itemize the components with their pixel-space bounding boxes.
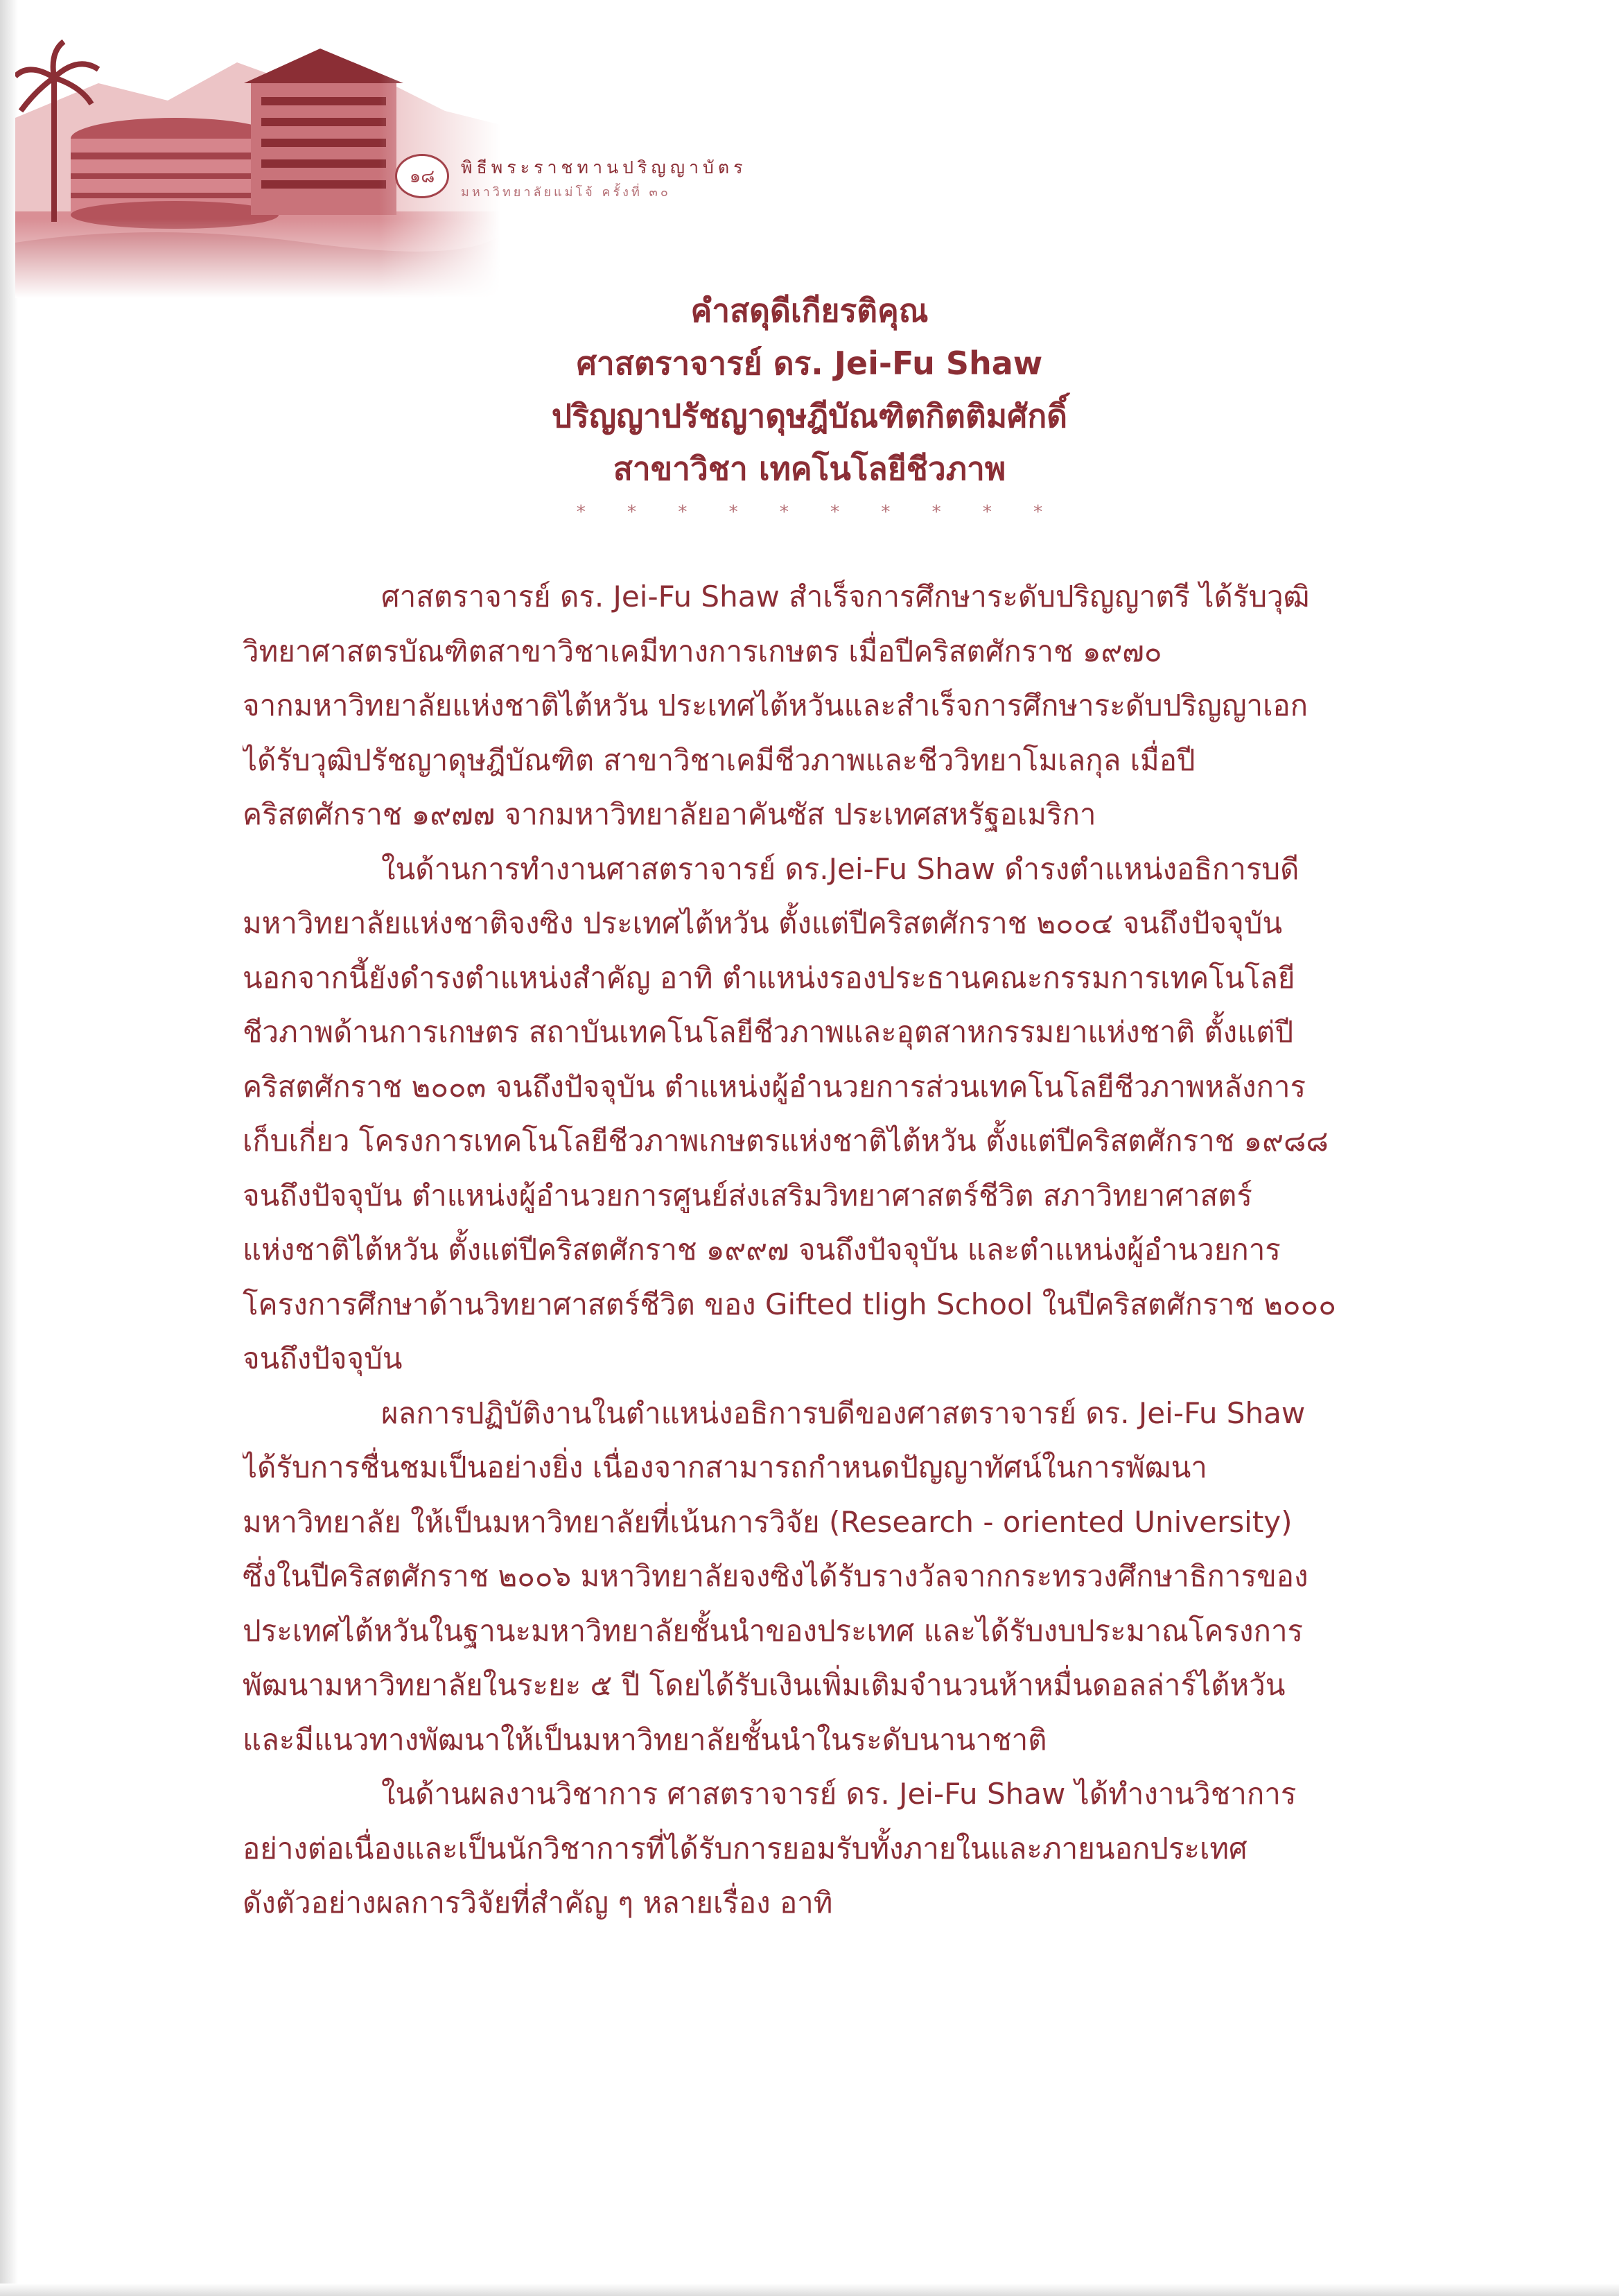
text-line: มหาวิทยาลัย ให้เป็นมหาวิทยาลัยที่เน้นการวิจัย (Research - oriented University) <box>243 1504 1293 1539</box>
degree-title: ปริญญาปรัชญาดุษฎีบัณฑิตกิตติมศักดิ์ <box>551 397 1068 435</box>
title-heading: คำสดุดีเกียรติคุณ <box>690 292 929 329</box>
citation-body <box>243 570 1442 1931</box>
text-line: จนถึงปัจจุบัน <box>243 1341 403 1375</box>
text-line: ได้รับการชื่นชมเป็นอย่างยิ่ง เนื่องจากสามารถกำหนดปัญญาทัศน์ในการพัฒนา <box>243 1450 1207 1484</box>
text-line: นอกจากนี้ยังดำรงตำแหน่งสำคัญ อาทิ ตำแหน่งรองประธานคณะกรรมการเทคโนโลยี <box>243 960 1295 995</box>
text-line: มหาวิทยาลัยแห่งชาติจงซิง ประเทศไต้หวัน ตั้งแต่ปีคริสตศักราช ๒๐๐๔ จนถึงปัจจุบัน <box>243 906 1283 940</box>
text-line: จากมหาวิทยาลัยแห่งชาติไต้หวัน ประเทศไต้หวันและสำเร็จการศึกษาระดับปริญญาเอก <box>243 688 1309 722</box>
text-line: วิทยาศาสตรบัณฑิตสาขาวิชาเคมีทางการเกษตร เมื่อปีคริสตศักราช ๑๙๗๐ <box>243 634 1162 668</box>
field-of-study: สาขาวิชา เทคโนโลยีชีวภาพ <box>613 450 1006 487</box>
text-line: คริสตศักราช ๒๐๐๓ จนถึงปัจจุบัน ตำแหน่งผู้อำนวยการส่วนเทคโนโลยีชีวภาพหลังการ <box>243 1069 1306 1104</box>
text-line: ประเทศไต้หวันในฐานะมหาวิทยาลัยชั้นนำของประเทศ และได้รับงบประมาณโครงการ <box>243 1613 1304 1648</box>
text-line: จนถึงปัจจุบัน ตำแหน่งผู้อำนวยการศูนย์ส่งเสริมวิทยาศาสตร์ชีวิต สภาวิทยาศาสตร์ <box>243 1178 1252 1212</box>
text-line: ซึ่งในปีคริสตศักราช ๒๐๐๖ มหาวิทยาลัยจงซิงได้รับรางวัลจากกระทรวงศึกษาธิการของ <box>243 1559 1309 1593</box>
text-line: โครงการศึกษาด้านวิทยาศาสตร์ชีวิต ของ Gifted tligh School ในปีคริสตศักราช ๒๐๐๐ <box>243 1287 1336 1321</box>
text-line: และมีแนวทางพัฒนาให้เป็นมหาวิทยาลัยชั้นนำในระดับนานาชาติ <box>243 1722 1047 1757</box>
honoree-name: ศาสตราจารย์ ดร. Jei-Fu Shaw <box>576 345 1043 382</box>
text-line: พัฒนามหาวิทยาลัยในระยะ ๕ ปี โดยได้รับเงินเพิ่มเติมจำนวนห้าหมื่นดอลล่าร์ไต้หวัน <box>243 1668 1286 1702</box>
text-line: ได้รับวุฒิปรัชญาดุษฎีบัณฑิต สาขาวิชาเคมีชีวภาพและชีววิทยาโมเลกุล เมื่อปี <box>243 742 1196 777</box>
ceremony-title: พิธีพระราชทานปริญญาบัตร <box>461 157 747 177</box>
paragraph-academic <box>243 1767 1442 1931</box>
ceremony-subtitle: มหาวิทยาลัยแม่โจ้ ครั้งที่ ๓๐ <box>461 185 671 200</box>
paragraph-education <box>243 570 1442 842</box>
text-line: อย่างต่อเนื่องและเป็นนักวิชาการที่ได้รับการยอมรับทั้งภายในและภายนอกประเทศ <box>243 1831 1248 1866</box>
star-separator: * * * * * * * * * * <box>576 502 1061 523</box>
text-line: คริสตศักราช ๑๙๗๗ จากมหาวิทยาลัยอาคันซัส ประเทศสหรัฐอเมริกา <box>243 797 1096 831</box>
document-title-block <box>0 284 1619 523</box>
text-line: ผลการปฏิบัติงานในตำแหน่งอธิการบดีของศาสตราจารย์ ดร. Jei-Fu Shaw <box>381 1395 1306 1430</box>
page-number: ๑๘ <box>409 166 435 187</box>
scan-bottom-edge <box>0 2284 1619 2296</box>
text-line: ในด้านการทำงานศาสตราจารย์ ดร.Jei-Fu Shaw ดำรงตำแหน่งอธิการบดี <box>381 851 1299 886</box>
text-line: เก็บเกี่ยว โครงการเทคโนโลยีชีวภาพเกษตรแห่งชาติไต้หวัน ตั้งแต่ปีคริสตศักราช ๑๙๘๘ <box>243 1124 1329 1158</box>
text-line: ในด้านผลงานวิชาการ ศาสตราจารย์ ดร. Jei-Fu Shaw ได้ทำงานวิชาการ <box>381 1777 1297 1811</box>
paragraph-career <box>243 842 1442 1386</box>
text-line: แห่งชาติไต้หวัน ตั้งแต่ปีคริสตศักราช ๑๙๙๗ จนถึงปัจจุบัน และตำแหน่งผู้อำนวยการ <box>243 1233 1281 1267</box>
text-line: ดังตัวอย่างผลการวิจัยที่สำคัญ ๆ หลายเรื่อง อาทิ <box>243 1886 833 1920</box>
text-line: ชีวภาพด้านการเกษตร สถาบันเทคโนโลยีชีวภาพและอุตสาหกรรมยาแห่งชาติ ตั้งแต่ปี <box>243 1015 1294 1049</box>
page-number-seal <box>395 154 449 198</box>
text-line: ศาสตราจารย์ ดร. Jei-Fu Shaw สำเร็จการศึกษาระดับปริญญาตรี ได้รับวุฒิ <box>381 580 1310 614</box>
paragraph-achievements <box>243 1386 1442 1768</box>
